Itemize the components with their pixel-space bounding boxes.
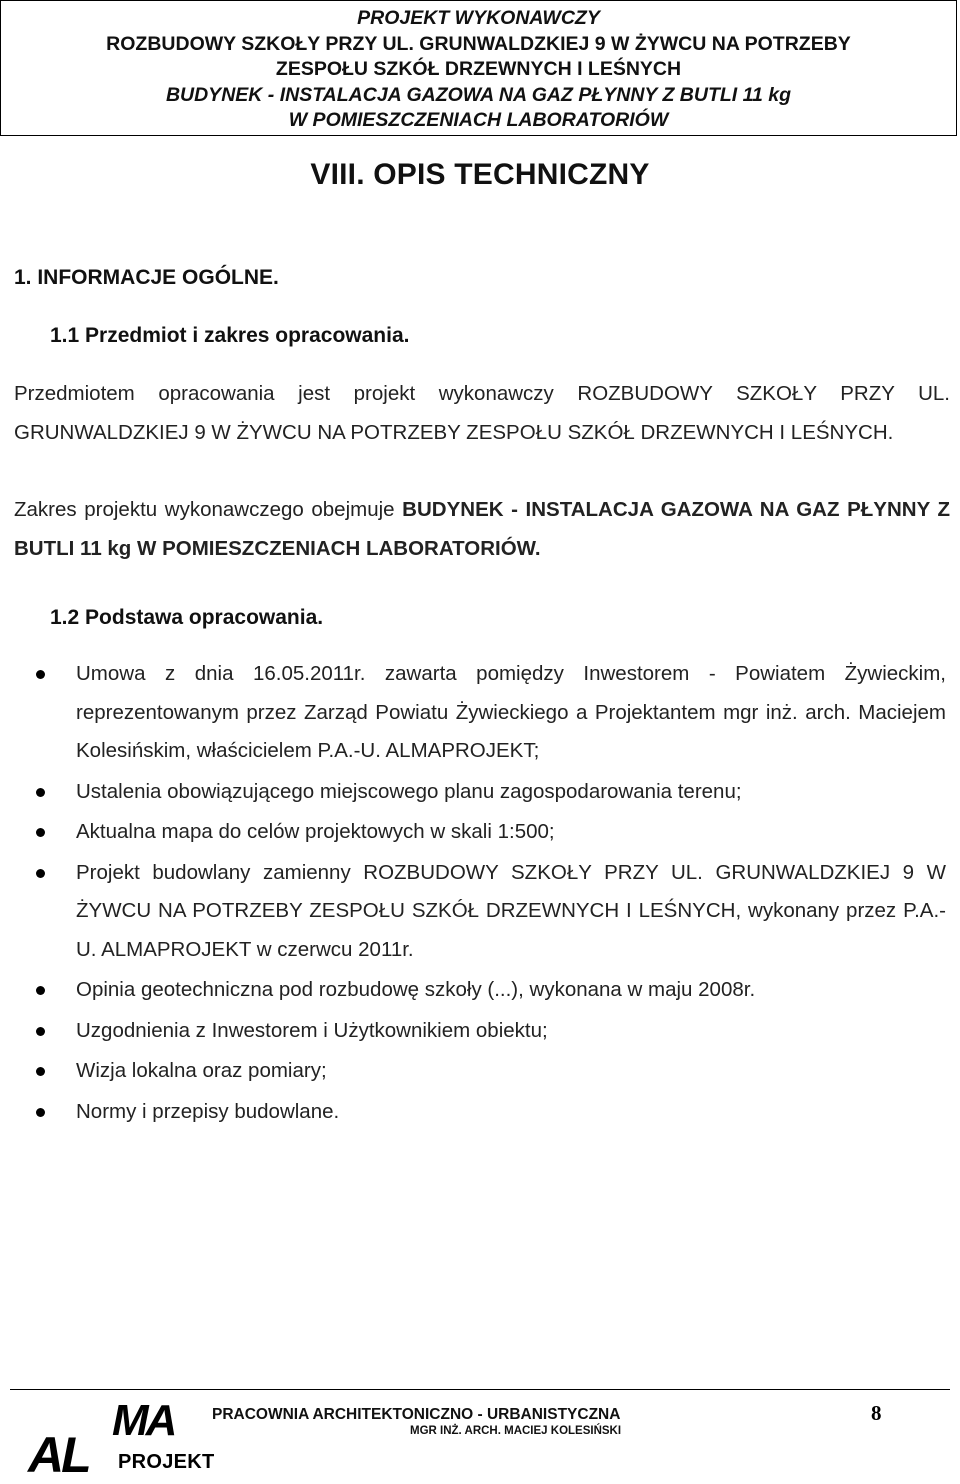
bullet-icon [36,828,45,837]
document-title: VIII. OPIS TECHNICZNY [310,158,650,191]
logo-projekt: PROJEKT [118,1451,215,1473]
basis-list [36,655,946,1133]
bullet-icon [36,1108,45,1117]
list-item-text: Umowa z dnia 16.05.2011r. zawarta pomiędzy Inwestorem - Powiatem Żywieckim, reprezentowanym przez Zarząd Powiatu Żywieckiego a Projektantem mgr inż. arch. Maciejem Kolesińskim, właścicielem P.A.-U. ALMAPROJEKT; [76,662,946,762]
bullet-icon [36,869,45,878]
bullet-icon [36,1067,45,1076]
logo-al: AL [28,1427,89,1483]
subsection-heading-1-2: 1.2 Podstawa opracowania. [50,606,324,629]
page-number: 8 [871,1401,882,1425]
bullet-icon [36,986,45,995]
list-item [36,854,946,970]
paragraph-subject: Przedmiotem opracowania jest projekt wykonawczy ROZBUDOWY SZKOŁY PRZY UL. GRUNWALDZKIEJ 9 W ŻYWCU NA POTRZEBY ZESPOŁU SZKÓŁ DRZEWNYCH I LEŚNYCH. [14,382,950,444]
subsection-heading-1-1: 1.1 Przedmiot i zakres opracowania. [50,324,410,347]
header-line-1: PROJEKT WYKONAWCZY [357,7,600,29]
bullet-icon [36,788,45,797]
header-line-4: BUDYNEK - INSTALACJA GAZOWA NA GAZ PŁYNNY Z BUTLI 11 kg [165,83,792,106]
list-item [36,655,946,771]
almaprojekt-logo [28,1396,228,1483]
paragraph-scope-prefix: Zakres projektu wykonawczego obejmuje [14,498,403,521]
bullet-icon [36,670,45,679]
list-item [36,773,946,812]
list-item [36,971,946,1010]
list-item-text: Wizja lokalna oraz pomiary; [76,1059,327,1082]
header-line-5: W POMIESZCZENIACH LABORATORIÓW [288,109,669,132]
header-line-2: ROZBUDOWY SZKOŁY PRZY UL. GRUNWALDZKIEJ 9 W ŻYWCU NA POTRZEBY [106,32,851,55]
footer-author: MGR INŻ. ARCH. MACIEJ KOLESIŃSKI [410,1425,622,1437]
list-item [36,1093,946,1132]
list-item-text: Uzgodnienia z Inwestorem i Użytkownikiem obiektu; [76,1018,548,1042]
bullet-icon [36,1027,45,1036]
list-item-text: Projekt budowlany zamienny ROZBUDOWY SZKOŁY PRZY UL. GRUNWALDZKIEJ 9 W ŻYWCU NA POTRZEBY ZESPOŁU SZKÓŁ DRZEWNYCH I LEŚNYCH, wykonany przez P.A.-U. ALMAPROJEKT w czerwcu 2011r. [76,860,946,961]
header-line-3: ZESPOŁU SZKÓŁ DRZEWNYCH I LEŚNYCH [275,58,682,81]
document-header [0,0,957,136]
list-item-text: Normy i przepisy budowlane. [76,1099,340,1123]
list-item [36,1052,946,1091]
list-item-text: Aktualna mapa do celów projektowych w skali 1:500; [76,820,555,843]
footer-divider [10,1389,950,1390]
paragraph-scope-bold: BUDYNEK - INSTALACJA GAZOWA NA GAZ PŁYNNY Z BUTLI 11 kg W POMIESZCZENIACH LABORATORIÓW. [14,498,950,560]
paragraph-scope [14,491,950,568]
section-heading-1: 1. INFORMACJE OGÓLNE. [14,266,279,289]
list-item-text: Ustalenia obowiązującego miejscowego planu zagospodarowania terenu; [76,779,742,803]
list-item [36,1012,946,1051]
list-item [36,813,946,852]
list-item-text: Opinia geotechniczna pod rozbudowę szkoły (...), wykonana w maju 2008r. [76,978,756,1001]
logo-ma: MA [112,1396,175,1445]
footer-studio-name: PRACOWNIA ARCHITEKTONICZNO - URBANISTYCZNA [212,1406,621,1423]
